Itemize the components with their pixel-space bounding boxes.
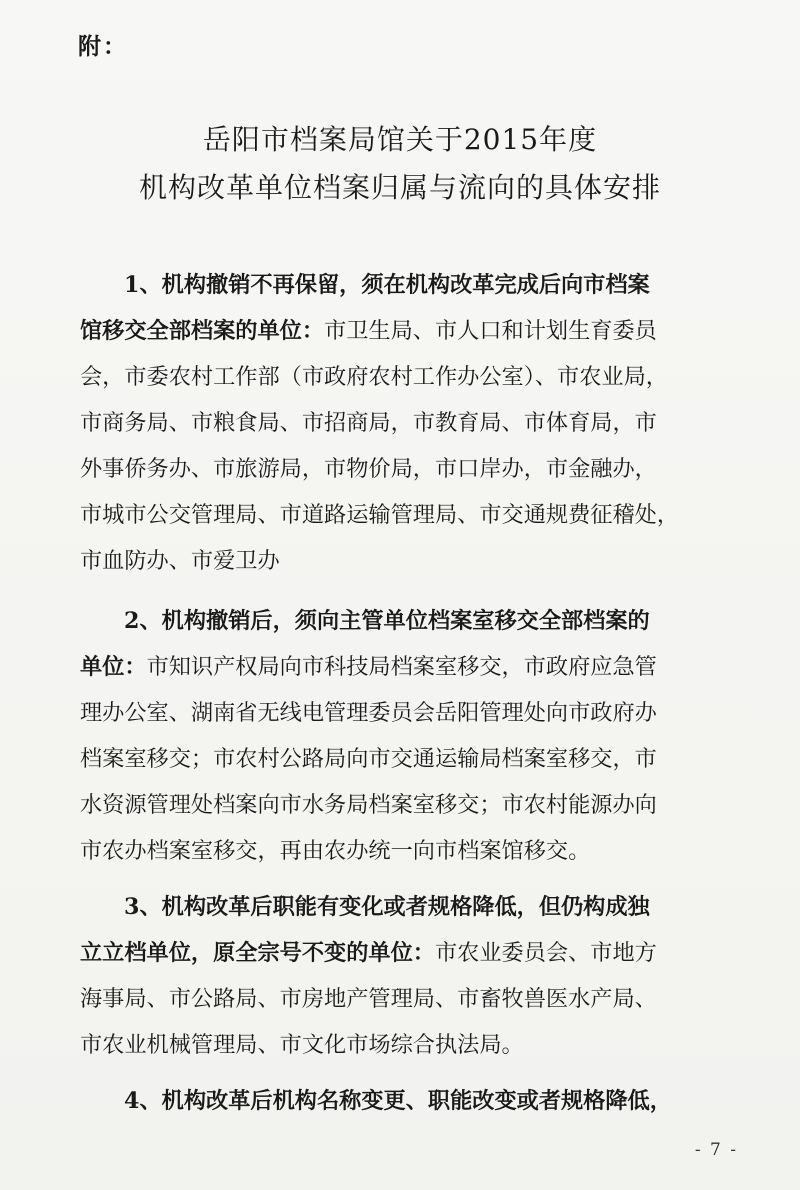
paragraph-heading: 3、机构改革后职能有变化或者规格降低，但仍构成独 [124, 894, 650, 920]
paragraph-line: 市农办档案室移交，再由农办统一向市档案馆移交。 [80, 838, 591, 864]
paragraph-1 [80, 262, 740, 584]
paragraph-heading: 1、机构撤销不再保留，须在机构改革完成后向市档案 [124, 272, 650, 298]
bold-prefix: 单位： [80, 654, 147, 680]
bold-prefix: 立立档单位，原全宗号不变的单位： [80, 940, 435, 966]
paragraph-line-rest: 市农业委员会、市地方 [435, 940, 657, 966]
paragraph-heading: 4、机构改革后机构名称变更、职能改变或者规格降低， [124, 1088, 672, 1114]
paragraph-line [80, 308, 740, 354]
page-number: - 7 - [694, 1140, 738, 1160]
paragraph-line: 理办公室、湖南省无线电管理委员会岳阳管理处向市政府办 [80, 700, 657, 726]
paragraph-line: 档案室移交；市农村公路局向市交通运输局档案室移交，市 [80, 746, 657, 772]
paragraph-line-rest: 市卫生局、市人口和计划生育委员 [324, 318, 657, 344]
document-title-line-1: 岳阳市档案局馆关于2015年度 [202, 123, 598, 156]
paragraph-line [80, 644, 740, 690]
paragraph-3 [80, 884, 740, 1068]
paragraph-line: 市血防办、市爱卫办 [80, 548, 280, 574]
paragraph-line: 市农业机械管理局、市文化市场综合执法局。 [80, 1032, 524, 1058]
paragraph-line: 会，市委农村工作部（市政府农村工作办公室）、市农业局， [80, 364, 668, 390]
bold-prefix: 馆移交全部档案的单位： [80, 318, 325, 344]
paragraph-4 [80, 1078, 740, 1124]
paragraph-heading: 2、机构撤销后，须向主管单位档案室移交全部档案的 [124, 608, 650, 634]
paragraph-line: 水资源管理处档案向市水务局档案室移交；市农村能源办向 [80, 792, 657, 818]
paragraph-line: 市商务局、市粮食局、市招商局，市教育局、市体育局，市 [80, 410, 657, 436]
paragraph-line [80, 930, 740, 976]
attachment-label: 附： [78, 33, 128, 60]
paragraph-line: 外事侨务办、市旅游局，市物价局，市口岸办，市金融办， [80, 456, 657, 482]
paragraph-2 [80, 598, 740, 874]
paragraph-line-rest: 市知识产权局向市科技局档案室移交，市政府应急管 [146, 654, 657, 680]
paragraph-line: 市城市公交管理局、市道路运输管理局、市交通规费征稽处， [80, 502, 680, 528]
document-title-line-2: 机构改革单位档案归属与流向的具体安排 [138, 171, 661, 204]
paragraph-line: 海事局、市公路局、市房地产管理局、市畜牧兽医水产局、 [80, 986, 657, 1012]
